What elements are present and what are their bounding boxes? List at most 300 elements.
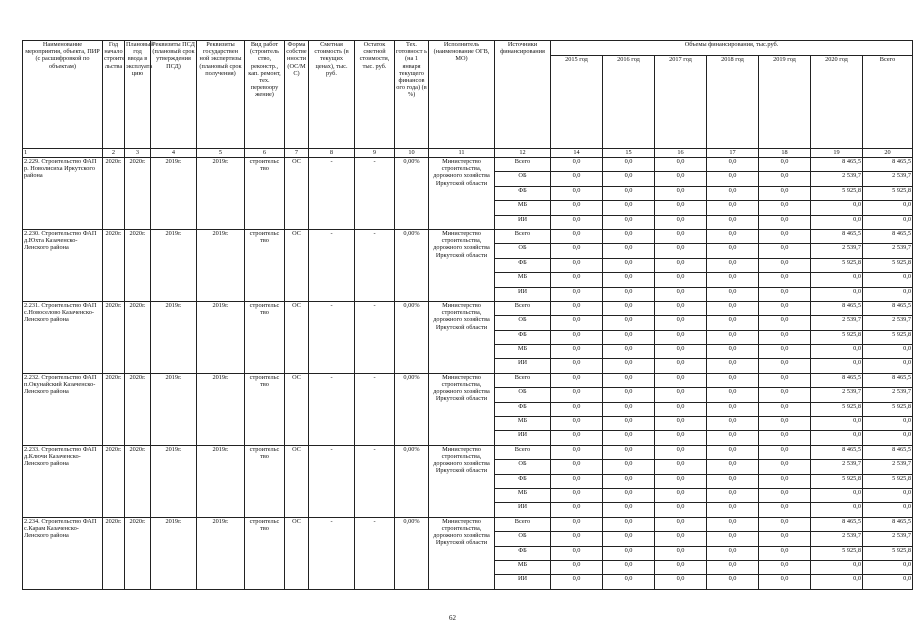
column-number: 11: [429, 149, 495, 158]
funding-value-cell: 0,0: [603, 503, 655, 517]
funding-value-cell: 0,0: [811, 287, 863, 301]
funding-value-cell: 0,0: [551, 345, 603, 359]
funding-value-cell: 0,0: [551, 330, 603, 344]
funding-value-cell: 0,0: [603, 388, 655, 402]
funding-value-cell: 0,0: [551, 388, 603, 402]
funding-value-cell: 0,0: [655, 330, 707, 344]
executor-cell: Министерство строительства, дорожного хозяйства Иркутской области: [429, 517, 495, 589]
funding-value-cell: 0,0: [707, 273, 759, 287]
table-body: [23, 158, 913, 590]
funding-value-cell: 0,0: [759, 546, 811, 560]
funding-value-cell: 5 925,8: [811, 402, 863, 416]
funding-source-cell: ОБ: [495, 388, 551, 402]
header-estimate: Сметная стоимость (в текущих ценах), тыс. руб.: [309, 41, 355, 149]
funding-value-cell: 8 465,5: [863, 158, 913, 172]
funding-value-cell: 0,0: [811, 359, 863, 373]
ownership-cell: ОС: [285, 373, 309, 445]
funding-value-cell: 0,0: [759, 503, 811, 517]
funding-value-cell: 5 925,8: [863, 474, 913, 488]
funding-value-cell: 0,0: [655, 244, 707, 258]
table-row: [23, 229, 913, 243]
funding-value-cell: 0,0: [551, 402, 603, 416]
year-plan-cell: 2020г.: [125, 373, 151, 445]
funding-value-cell: 0,0: [551, 244, 603, 258]
work-type-cell: строительс тво: [245, 301, 285, 373]
header-sources: Источники финансирования: [495, 41, 551, 149]
funding-value-cell: 8 465,5: [811, 373, 863, 387]
funding-value-cell: 0,0: [655, 158, 707, 172]
funding-value-cell: 0,0: [759, 402, 811, 416]
work-type-cell: строительс тво: [245, 158, 285, 230]
funding-value-cell: 0,0: [655, 431, 707, 445]
funding-value-cell: 8 465,5: [863, 445, 913, 459]
funding-value-cell: 5 925,8: [863, 546, 913, 560]
funding-value-cell: 0,0: [603, 301, 655, 315]
header-year: 2015 год: [551, 56, 603, 149]
ownership-cell: ОС: [285, 445, 309, 517]
funding-value-cell: 0,0: [551, 517, 603, 531]
funding-value-cell: 0,0: [655, 345, 707, 359]
funding-value-cell: 0,0: [707, 244, 759, 258]
funding-value-cell: 0,0: [707, 345, 759, 359]
work-type-cell: строительс тво: [245, 445, 285, 517]
object-name-cell: 2.234. Строительство ФАП с.Карам Казаченско-Ленского района: [23, 517, 103, 589]
funding-value-cell: 0,0: [863, 273, 913, 287]
funding-source-cell: МБ: [495, 273, 551, 287]
funding-value-cell: 0,0: [603, 316, 655, 330]
funding-value-cell: 0,0: [551, 503, 603, 517]
funding-value-cell: 0,0: [603, 330, 655, 344]
column-number: 1: [23, 149, 103, 158]
executor-cell: Министерство строительства, дорожного хозяйства Иркутской области: [429, 445, 495, 517]
funding-value-cell: 0,0: [603, 345, 655, 359]
funding-value-cell: 8 465,5: [863, 301, 913, 315]
funding-value-cell: 0,0: [655, 273, 707, 287]
funding-value-cell: 0,0: [759, 287, 811, 301]
funding-value-cell: 0,0: [551, 229, 603, 243]
executor-cell: Министерство строительства, дорожного хозяйства Иркутской области: [429, 373, 495, 445]
funding-value-cell: 8 465,5: [863, 229, 913, 243]
funding-value-cell: 0,0: [707, 359, 759, 373]
funding-source-cell: ФБ: [495, 186, 551, 200]
funding-value-cell: 0,0: [759, 158, 811, 172]
column-number: 5: [197, 149, 245, 158]
funding-value-cell: 0,0: [655, 560, 707, 574]
header-expertise: Реквизиты государствен ной экспертизы (плановый срок получения): [197, 41, 245, 149]
header-year-plan: Плановый год ввода в эксплуата цию: [125, 41, 151, 149]
remainder-cell: -: [355, 301, 395, 373]
funding-value-cell: 0,0: [551, 273, 603, 287]
document-page: [22, 40, 912, 590]
expertise-cell: 2019г.: [197, 229, 245, 301]
funding-value-cell: 0,0: [551, 172, 603, 186]
funding-value-cell: 0,0: [707, 503, 759, 517]
funding-value-cell: 0,0: [655, 402, 707, 416]
funding-value-cell: 0,0: [603, 273, 655, 287]
estimate-cell: -: [309, 517, 355, 589]
funding-value-cell: 2 539,7: [863, 172, 913, 186]
funding-value-cell: 0,0: [811, 273, 863, 287]
funding-value-cell: 8 465,5: [863, 373, 913, 387]
funding-value-cell: 0,0: [707, 258, 759, 272]
remainder-cell: -: [355, 445, 395, 517]
funding-value-cell: 0,0: [811, 575, 863, 589]
funding-value-cell: 0,0: [759, 388, 811, 402]
funding-value-cell: 0,0: [707, 431, 759, 445]
funding-value-cell: 0,0: [707, 330, 759, 344]
year-plan-cell: 2020г.: [125, 229, 151, 301]
funding-source-cell: ОБ: [495, 244, 551, 258]
funding-value-cell: 0,0: [759, 517, 811, 531]
funding-value-cell: 0,0: [603, 402, 655, 416]
remainder-cell: -: [355, 373, 395, 445]
funding-value-cell: 0,0: [551, 201, 603, 215]
funding-value-cell: 0,0: [707, 546, 759, 560]
header-executor: Исполнитель (наименование ОГВ, МО): [429, 41, 495, 149]
column-number: 16: [655, 149, 707, 158]
funding-value-cell: 0,0: [707, 575, 759, 589]
funding-value-cell: 5 925,8: [811, 258, 863, 272]
year-start-cell: 2020г.: [103, 158, 125, 230]
funding-value-cell: 0,0: [863, 560, 913, 574]
funding-value-cell: 0,0: [759, 201, 811, 215]
funding-value-cell: 2 539,7: [811, 172, 863, 186]
year-start-cell: 2020г.: [103, 373, 125, 445]
header-year: 2018 год: [707, 56, 759, 149]
funding-value-cell: 2 539,7: [811, 316, 863, 330]
header-work-type: Вид работ (строитель ство, реконстр., кап. ремонт, тех. перевоору жение): [245, 41, 285, 149]
funding-value-cell: 0,0: [655, 445, 707, 459]
funding-value-cell: 2 539,7: [811, 244, 863, 258]
funding-value-cell: 0,0: [707, 215, 759, 229]
column-number: 2: [103, 149, 125, 158]
header-year-start: Год начало строите льства: [103, 41, 125, 149]
funding-value-cell: 0,0: [707, 402, 759, 416]
funding-value-cell: 0,0: [603, 186, 655, 200]
executor-cell: Министерство строительства, дорожного хозяйства Иркутской области: [429, 301, 495, 373]
funding-value-cell: 0,0: [603, 373, 655, 387]
readiness-cell: 0,00%: [395, 445, 429, 517]
expertise-cell: 2019г.: [197, 517, 245, 589]
funding-value-cell: 0,0: [551, 373, 603, 387]
funding-value-cell: 0,0: [603, 560, 655, 574]
funding-value-cell: 0,0: [551, 546, 603, 560]
header-year: 2019 год: [759, 56, 811, 149]
object-name-cell: 2.229. Строительство ФАП р. Новолисиха Иркутского района: [23, 158, 103, 230]
funding-value-cell: 0,0: [863, 287, 913, 301]
psd-cell: 2019г.: [151, 517, 197, 589]
funding-value-cell: 0,0: [863, 345, 913, 359]
funding-value-cell: 0,0: [707, 229, 759, 243]
funding-value-cell: 0,0: [655, 388, 707, 402]
funding-value-cell: 0,0: [811, 215, 863, 229]
funding-value-cell: 0,0: [551, 417, 603, 431]
funding-value-cell: 0,0: [863, 488, 913, 502]
funding-value-cell: 0,0: [759, 575, 811, 589]
funding-value-cell: 0,0: [655, 316, 707, 330]
funding-source-cell: МБ: [495, 417, 551, 431]
funding-source-cell: ФБ: [495, 546, 551, 560]
expertise-cell: 2019г.: [197, 158, 245, 230]
ownership-cell: ОС: [285, 158, 309, 230]
column-number: 4: [151, 149, 197, 158]
readiness-cell: 0,00%: [395, 517, 429, 589]
funding-value-cell: 0,0: [759, 488, 811, 502]
funding-value-cell: 5 925,8: [863, 402, 913, 416]
funding-value-cell: 2 539,7: [811, 532, 863, 546]
funding-value-cell: 2 539,7: [811, 388, 863, 402]
funding-value-cell: 0,0: [655, 359, 707, 373]
funding-value-cell: 0,0: [863, 417, 913, 431]
object-name-cell: 2.233. Строительство ФАП д.Ключи Казаченско-Ленского района: [23, 445, 103, 517]
funding-value-cell: 0,0: [603, 417, 655, 431]
ownership-cell: ОС: [285, 229, 309, 301]
table-row: [23, 445, 913, 459]
funding-value-cell: 5 925,8: [811, 546, 863, 560]
funding-value-cell: 0,0: [759, 560, 811, 574]
funding-value-cell: 0,0: [655, 258, 707, 272]
funding-value-cell: 0,0: [655, 474, 707, 488]
ownership-cell: ОС: [285, 301, 309, 373]
funding-value-cell: 0,0: [707, 532, 759, 546]
funding-value-cell: 0,0: [759, 172, 811, 186]
funding-value-cell: 0,0: [759, 417, 811, 431]
funding-value-cell: 0,0: [707, 316, 759, 330]
funding-value-cell: 0,0: [655, 186, 707, 200]
funding-value-cell: 0,0: [655, 373, 707, 387]
funding-value-cell: 0,0: [707, 388, 759, 402]
executor-cell: Министерство строительства, дорожного хозяйства Иркутской области: [429, 229, 495, 301]
funding-value-cell: 2 539,7: [863, 244, 913, 258]
header-funding: Объемы финансирования, тыс.руб.: [551, 41, 913, 56]
funding-value-cell: 0,0: [603, 517, 655, 531]
funding-value-cell: 0,0: [759, 431, 811, 445]
funding-value-cell: 0,0: [707, 488, 759, 502]
funding-value-cell: 0,0: [759, 359, 811, 373]
funding-source-cell: Всего: [495, 301, 551, 315]
header-psd: Реквизиты ПСД (плановый срок утверждения ПСД): [151, 41, 197, 149]
funding-value-cell: 0,0: [655, 229, 707, 243]
funding-value-cell: 0,0: [759, 460, 811, 474]
funding-source-cell: ИИ: [495, 287, 551, 301]
funding-value-cell: 0,0: [551, 532, 603, 546]
funding-value-cell: 0,0: [655, 503, 707, 517]
funding-value-cell: 0,0: [707, 186, 759, 200]
expertise-cell: 2019г.: [197, 373, 245, 445]
funding-value-cell: 0,0: [551, 287, 603, 301]
expertise-cell: 2019г.: [197, 301, 245, 373]
funding-value-cell: 0,0: [655, 215, 707, 229]
funding-value-cell: 0,0: [655, 575, 707, 589]
ownership-cell: ОС: [285, 517, 309, 589]
funding-source-cell: Всего: [495, 158, 551, 172]
header-year: 2017 год: [655, 56, 707, 149]
funding-value-cell: 8 465,5: [863, 517, 913, 531]
funding-value-cell: 0,0: [863, 359, 913, 373]
funding-value-cell: 0,0: [707, 158, 759, 172]
funding-value-cell: 0,0: [603, 215, 655, 229]
funding-value-cell: 0,0: [863, 575, 913, 589]
funding-value-cell: 2 539,7: [863, 460, 913, 474]
readiness-cell: 0,00%: [395, 229, 429, 301]
table-row: [23, 517, 913, 531]
funding-value-cell: 0,0: [551, 186, 603, 200]
funding-value-cell: 0,0: [551, 445, 603, 459]
funding-value-cell: 2 539,7: [811, 460, 863, 474]
funding-value-cell: 0,0: [603, 172, 655, 186]
header-year: Всего: [863, 56, 913, 149]
funding-value-cell: 5 925,8: [811, 186, 863, 200]
funding-source-cell: ИИ: [495, 431, 551, 445]
column-number: 19: [811, 149, 863, 158]
funding-value-cell: 0,0: [655, 172, 707, 186]
header-name: Наименование мероприятия, объекта, ПИР (с расшифровкой по объектам): [23, 41, 103, 149]
funding-value-cell: 0,0: [707, 474, 759, 488]
funding-value-cell: 0,0: [603, 158, 655, 172]
funding-value-cell: 0,0: [603, 359, 655, 373]
psd-cell: 2019г.: [151, 229, 197, 301]
funding-value-cell: 0,0: [551, 431, 603, 445]
funding-value-cell: 0,0: [811, 560, 863, 574]
funding-source-cell: ФБ: [495, 474, 551, 488]
funding-value-cell: 0,0: [759, 215, 811, 229]
year-plan-cell: 2020г.: [125, 517, 151, 589]
object-name-cell: 2.230. Строительство ФАП д.Юхта Казаченско-Ленского района: [23, 229, 103, 301]
funding-value-cell: 0,0: [655, 287, 707, 301]
funding-value-cell: 0,0: [603, 575, 655, 589]
funding-value-cell: 0,0: [551, 474, 603, 488]
funding-value-cell: 0,0: [603, 488, 655, 502]
object-name-cell: 2.231. Строительство ФАП с.Новоселово Казаченско-Ленского района: [23, 301, 103, 373]
funding-value-cell: 0,0: [603, 229, 655, 243]
funding-value-cell: 5 925,8: [811, 474, 863, 488]
funding-value-cell: 0,0: [811, 503, 863, 517]
funding-value-cell: 0,0: [551, 316, 603, 330]
funding-value-cell: 8 465,5: [811, 445, 863, 459]
psd-cell: 2019г.: [151, 445, 197, 517]
estimate-cell: -: [309, 158, 355, 230]
funding-value-cell: 5 925,8: [863, 258, 913, 272]
funding-value-cell: 0,0: [759, 273, 811, 287]
year-start-cell: 2020г.: [103, 445, 125, 517]
header-remainder: Остаток сметной стоимости, тыс. руб.: [355, 41, 395, 149]
funding-value-cell: 0,0: [811, 345, 863, 359]
funding-source-cell: МБ: [495, 345, 551, 359]
funding-value-cell: 5 925,8: [863, 186, 913, 200]
funding-value-cell: 0,0: [551, 301, 603, 315]
funding-source-cell: ИИ: [495, 503, 551, 517]
estimate-cell: -: [309, 373, 355, 445]
remainder-cell: -: [355, 517, 395, 589]
header-readiness: Тех. готовност ь (на 1 января текущего финансов ого года) (в %): [395, 41, 429, 149]
object-name-cell: 2.232. Строительство ФАП п.Окунайский Казаченско-Ленского района: [23, 373, 103, 445]
column-number: 20: [863, 149, 913, 158]
column-number: 14: [551, 149, 603, 158]
remainder-cell: -: [355, 158, 395, 230]
funding-value-cell: 0,0: [603, 460, 655, 474]
year-plan-cell: 2020г.: [125, 158, 151, 230]
funding-value-cell: 0,0: [551, 575, 603, 589]
funding-value-cell: 0,0: [811, 201, 863, 215]
funding-source-cell: ИИ: [495, 359, 551, 373]
funding-value-cell: 0,0: [707, 172, 759, 186]
header-ownership: Форма собстве нности (ОС/М С): [285, 41, 309, 149]
funding-value-cell: 8 465,5: [811, 229, 863, 243]
funding-source-cell: МБ: [495, 488, 551, 502]
estimate-cell: -: [309, 445, 355, 517]
funding-value-cell: 0,0: [707, 460, 759, 474]
table-row: [23, 373, 913, 387]
funding-value-cell: 0,0: [655, 417, 707, 431]
funding-source-cell: ФБ: [495, 330, 551, 344]
work-type-cell: строительс тво: [245, 229, 285, 301]
column-number: 17: [707, 149, 759, 158]
funding-value-cell: 0,0: [707, 417, 759, 431]
funding-value-cell: 0,0: [603, 201, 655, 215]
funding-source-cell: ОБ: [495, 460, 551, 474]
psd-cell: 2019г.: [151, 301, 197, 373]
funding-value-cell: 0,0: [707, 560, 759, 574]
funding-value-cell: 0,0: [603, 258, 655, 272]
funding-value-cell: 0,0: [655, 201, 707, 215]
funding-value-cell: 0,0: [863, 201, 913, 215]
header-year: 2016 год: [603, 56, 655, 149]
funding-source-cell: ФБ: [495, 402, 551, 416]
year-start-cell: 2020г.: [103, 229, 125, 301]
column-number: 8: [309, 149, 355, 158]
column-number: 9: [355, 149, 395, 158]
executor-cell: Министерство строительства, дорожного хозяйства Иркутской области: [429, 158, 495, 230]
funding-value-cell: 0,0: [759, 258, 811, 272]
funding-value-cell: 5 925,8: [863, 330, 913, 344]
funding-value-cell: 2 539,7: [863, 316, 913, 330]
funding-value-cell: 0,0: [603, 474, 655, 488]
psd-cell: 2019г.: [151, 373, 197, 445]
year-plan-cell: 2020г.: [125, 301, 151, 373]
funding-value-cell: 0,0: [811, 417, 863, 431]
funding-value-cell: 0,0: [759, 330, 811, 344]
funding-value-cell: 0,0: [759, 244, 811, 258]
funding-source-cell: ФБ: [495, 258, 551, 272]
funding-source-cell: Всего: [495, 229, 551, 243]
page-number: 62: [449, 614, 456, 622]
estimate-cell: -: [309, 229, 355, 301]
funding-value-cell: 0,0: [759, 373, 811, 387]
readiness-cell: 0,00%: [395, 301, 429, 373]
funding-value-cell: 0,0: [655, 517, 707, 531]
funding-source-cell: ОБ: [495, 532, 551, 546]
readiness-cell: 0,00%: [395, 158, 429, 230]
funding-source-cell: МБ: [495, 560, 551, 574]
funding-value-cell: 0,0: [655, 460, 707, 474]
funding-value-cell: 0,0: [707, 445, 759, 459]
column-number: 6: [245, 149, 285, 158]
work-type-cell: строительс тво: [245, 373, 285, 445]
estimate-cell: -: [309, 301, 355, 373]
funding-source-cell: ИИ: [495, 215, 551, 229]
funding-source-cell: Всего: [495, 373, 551, 387]
funding-value-cell: 0,0: [655, 546, 707, 560]
funding-value-cell: 0,0: [759, 301, 811, 315]
work-type-cell: строительс тво: [245, 517, 285, 589]
year-start-cell: 2020г.: [103, 517, 125, 589]
funding-value-cell: 0,0: [551, 560, 603, 574]
funding-value-cell: 0,0: [551, 460, 603, 474]
column-number: 7: [285, 149, 309, 158]
funding-value-cell: 0,0: [551, 258, 603, 272]
funding-source-cell: Всего: [495, 517, 551, 531]
funding-value-cell: 0,0: [759, 186, 811, 200]
